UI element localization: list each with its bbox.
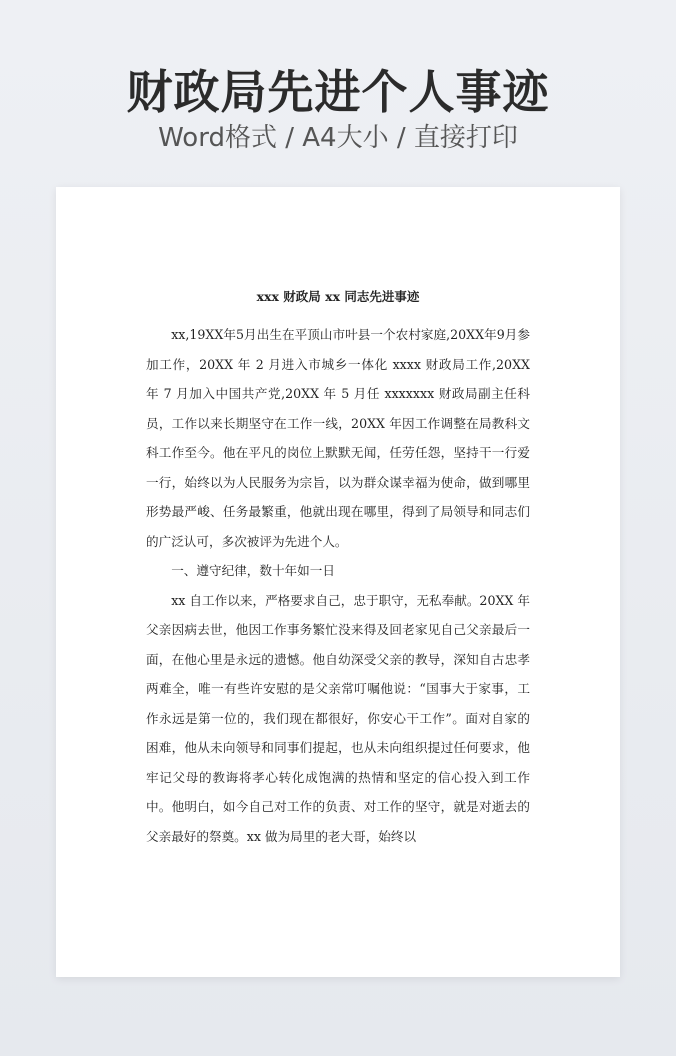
document-body bbox=[146, 320, 530, 851]
paragraph-section-1: xx 自工作以来，严格要求自己，忠于职守，无私奉献。20XX 年父亲因病去世，他因工作事务繁忙没来得及回老家见自己父亲最后一面，在他心里是永远的遗憾。他自幼深受父亲的教导，深知自古忠孝两难全，唯一有些许安慰的是父亲常叮嘱他说：“国事大于家事，工作永远是第一位的，我们现在都很好，你安心干工作”。面对自家的困难，他从未向领导和同事们提起，也从未向组织提过任何要求，他牢记父母的教诲将孝心转化成饱满的热情和坚定的信心投入到工作中。他明白，如今自己对工作的负责、对工作的坚守，就是对逝去的父亲最好的祭奠。xx 做为局里的老大哥，始终以 bbox=[146, 592, 530, 844]
section-heading: 一、遵守纪律，数十年如一日 bbox=[171, 563, 335, 578]
banner-title: 财政局先进个人事迹 bbox=[126, 65, 550, 119]
paragraph-intro: xx,19XX年5月出生在平顶山市叶县一个农村家庭,20XX年9月参加工作，20XX 年 2 月进入市城乡一体化 xxxx 财政局工作,20XX 年 7 月加入中国共产党,20XX 年 5 月任 xxxxxxx 财政局副主任科员，工作以来长期坚守在工作一线，20XX 年因工作调整在局教科文科工作至今。他在平凡的岗位上默默无闻，任劳任怨，坚持干一行爱一行，始终以为人民服务为宗旨，以为群众谋幸福为使命，做到哪里形势最严峻、任务最繁重，他就出现在哪里，得到了局领导和同志们的广泛认可，多次被评为先进个人。 bbox=[146, 327, 530, 549]
document-page bbox=[56, 187, 620, 977]
document-title: xxx 财政局 xx 同志先进事迹 bbox=[256, 289, 420, 304]
banner-subtitle: Word格式 / A4大小 / 直接打印 bbox=[158, 123, 518, 153]
